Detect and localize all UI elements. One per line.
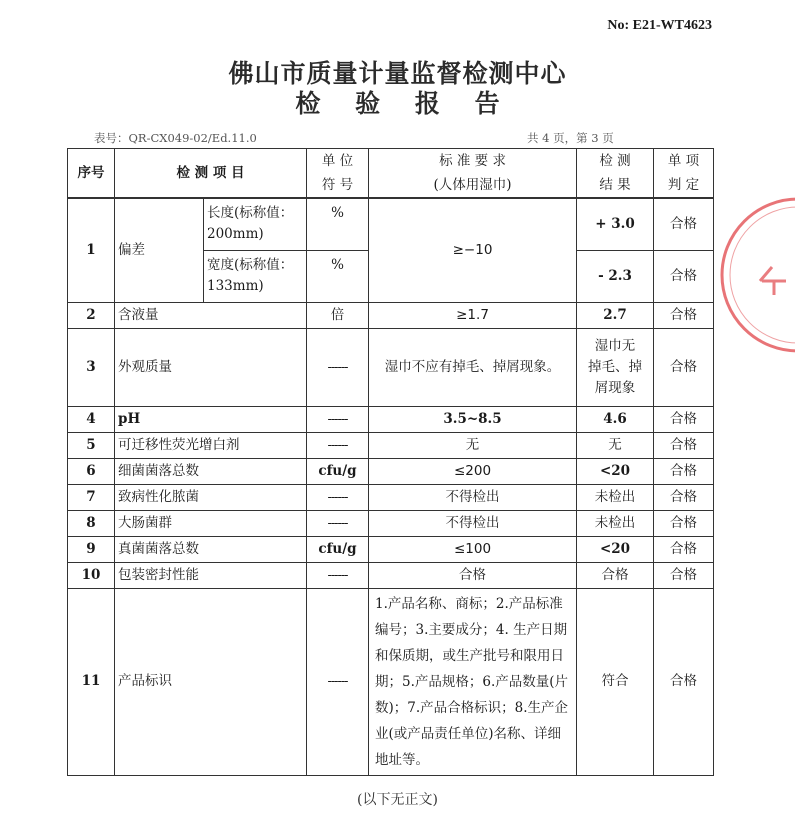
seal-icon <box>700 195 795 365</box>
end-of-report-note: (以下无正文) <box>357 792 438 808</box>
row-unit: ------ <box>307 588 369 775</box>
row-standard: 1.产品名称、商标；2.产品标准编号；3.主要成分；4. 生产日期和保质期，或生产批号和限用日期；5.产品规格；6.产品数量(片数)；7.产品合格标识；8.生产企业(或产品责任单位)名称、详细地址等。 <box>369 588 577 775</box>
table-row <box>68 302 714 328</box>
row-judgement: 合格 <box>654 198 714 250</box>
header-standard-line1: 标 准 要 求 <box>439 153 506 169</box>
report-number: No: E21-WT4623 <box>607 18 712 33</box>
row-result: <20 <box>577 458 654 484</box>
row-standard: ≥1.7 <box>369 302 577 328</box>
table-row <box>68 432 714 458</box>
row-seq: 4 <box>68 406 115 432</box>
table-row <box>68 484 714 510</box>
row-item: 致病性化脓菌 <box>115 484 307 510</box>
sub-item-length-line2: 200mm) <box>207 226 264 243</box>
row-standard: 无 <box>369 432 577 458</box>
row-seq: 11 <box>68 588 115 775</box>
header-result <box>577 149 654 199</box>
row-seq: 7 <box>68 484 115 510</box>
header-unit-line1: 单 位 <box>321 153 354 169</box>
row-unit: % <box>307 198 369 250</box>
row-result: 未检出 <box>577 510 654 536</box>
table-row <box>68 562 714 588</box>
page-info: 共 4 页，第 3 页 <box>527 131 614 145</box>
report-title-char: 报 <box>414 89 440 118</box>
row-standard: 3.5~8.5 <box>369 406 577 432</box>
header-unit-line2: 符 号 <box>321 177 354 193</box>
row-judgement: 合格 <box>654 302 714 328</box>
row-unit: ------ <box>307 510 369 536</box>
report-title-char: 告 <box>474 89 500 118</box>
row-unit: 倍 <box>307 302 369 328</box>
row-judgement: 合格 <box>654 588 714 775</box>
header-unit <box>307 149 369 199</box>
row-seq: 10 <box>68 562 115 588</box>
row-seq: 8 <box>68 510 115 536</box>
row-item: 偏差 <box>115 198 204 302</box>
row-seq: 2 <box>68 302 115 328</box>
row-result: <20 <box>577 536 654 562</box>
row-judgement: 合格 <box>654 510 714 536</box>
row-item: 产品标识 <box>115 588 307 775</box>
row-unit: ------ <box>307 562 369 588</box>
row-result: - 2.3 <box>577 250 654 302</box>
table-row <box>68 198 714 250</box>
row-judgement: 合格 <box>654 406 714 432</box>
row-judgement: 合格 <box>654 328 714 406</box>
header-standard <box>369 149 577 199</box>
row-item: 可迁移性荧光增白剂 <box>115 432 307 458</box>
row-result: 合格 <box>577 562 654 588</box>
row-seq: 1 <box>68 198 115 302</box>
row-judgement: 合格 <box>654 484 714 510</box>
row-item: pH <box>115 406 307 432</box>
form-number: 表号：QR-CX049-02/Ed.11.0 <box>94 131 257 145</box>
row-item: 细菌菌落总数 <box>115 458 307 484</box>
row-result: + 3.0 <box>577 198 654 250</box>
row-unit: % <box>307 250 369 302</box>
row-result: 无 <box>577 432 654 458</box>
row-standard: 不得检出 <box>369 484 577 510</box>
row-item: 真菌菌落总数 <box>115 536 307 562</box>
header-item: 检 测 项 目 <box>115 149 307 199</box>
sub-item-length <box>204 198 307 250</box>
row-judgement: 合格 <box>654 458 714 484</box>
row-seq: 3 <box>68 328 115 406</box>
row-unit: ------ <box>307 484 369 510</box>
row-judgement: 合格 <box>654 432 714 458</box>
sub-item-width-line2: 133mm) <box>207 278 264 294</box>
row-result: 4.6 <box>577 406 654 432</box>
header-result-line2: 结 果 <box>599 177 631 193</box>
table-row <box>68 588 714 775</box>
row-unit: cfu/g <box>307 458 369 484</box>
row-unit: ------ <box>307 406 369 432</box>
header-judgement-line1: 单 项 <box>667 153 700 169</box>
inspection-table <box>67 148 714 776</box>
sub-item-width-line1: 宽度(标称值： <box>207 257 294 273</box>
row-seq: 9 <box>68 536 115 562</box>
row-result-line1: 湿巾无 <box>594 337 636 354</box>
organization-title: 佛山市质量计量监督检测中心 <box>228 59 567 88</box>
report-title-char: 检 <box>295 89 321 118</box>
sub-item-length-line1: 长度(标称值： <box>207 205 294 222</box>
sub-item-width <box>204 250 307 302</box>
table-row <box>68 458 714 484</box>
header-standard-line2: (人体用湿巾) <box>433 177 512 193</box>
row-result-line2: 掉毛、掉 <box>588 358 643 375</box>
row-judgement: 合格 <box>654 250 714 302</box>
report-title-char: 验 <box>355 89 381 118</box>
header-seq: 序号 <box>68 149 115 199</box>
row-result: 符合 <box>577 588 654 775</box>
row-item: 含液量 <box>115 302 307 328</box>
row-result: 未检出 <box>577 484 654 510</box>
row-item: 大肠菌群 <box>115 510 307 536</box>
table-header-row <box>68 149 714 199</box>
table-row <box>68 406 714 432</box>
row-result: 2.7 <box>577 302 654 328</box>
row-standard: 不得检出 <box>369 510 577 536</box>
official-seal <box>700 195 795 365</box>
row-judgement: 合格 <box>654 536 714 562</box>
row-standard: 湿巾不应有掉毛、掉屑现象。 <box>369 328 577 406</box>
row-unit: cfu/g <box>307 536 369 562</box>
row-item: 包装密封性能 <box>115 562 307 588</box>
table-row <box>68 328 714 406</box>
row-standard: ≤200 <box>369 458 577 484</box>
table-row <box>68 510 714 536</box>
table-row <box>68 536 714 562</box>
row-unit: ------ <box>307 328 369 406</box>
row-standard: ≤100 <box>369 536 577 562</box>
header-result-line1: 检 测 <box>599 153 631 169</box>
row-result-line3: 屑现象 <box>594 379 636 396</box>
row-result <box>577 328 654 406</box>
row-judgement: 合格 <box>654 562 714 588</box>
header-judgement-line2: 判 定 <box>667 177 700 193</box>
row-seq: 5 <box>68 432 115 458</box>
row-unit: ------ <box>307 432 369 458</box>
row-standard: ≥−10 <box>369 198 577 302</box>
row-seq: 6 <box>68 458 115 484</box>
report-title <box>0 84 795 120</box>
header-judgement <box>654 149 714 199</box>
row-item: 外观质量 <box>115 328 307 406</box>
row-standard: 合格 <box>369 562 577 588</box>
